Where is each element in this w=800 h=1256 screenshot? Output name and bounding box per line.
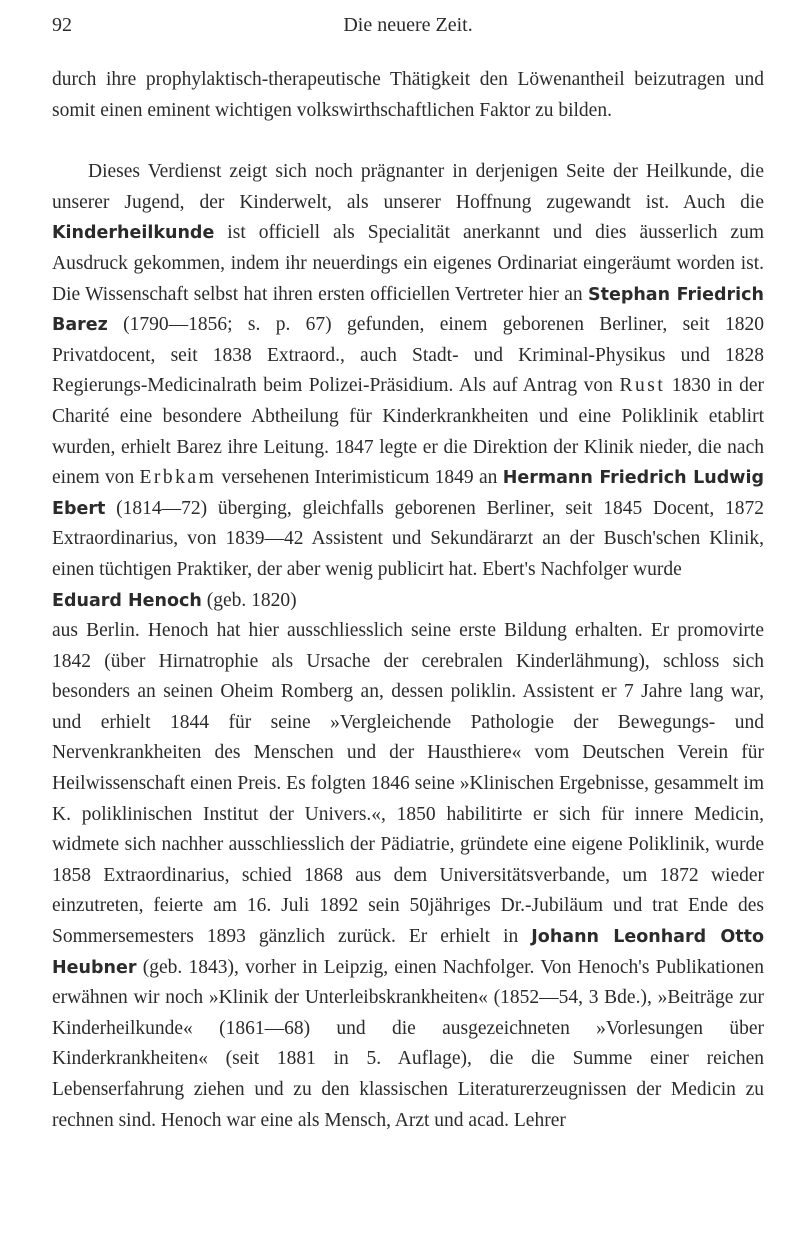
running-title: Die neuere Zeit. [343, 14, 473, 36]
paragraph-2-text-6: (1814—72) überging, gleichfalls geborenen Berliner, seit 1845 Docent, 1872 Extraordinarius, von 1839—42 Assistent und Sekundärarzt an der Busch'schen Klinik, einen tüchtigen Praktiker, der aber wenig publicirt hat. Ebert's Nachfolger wurde [52, 497, 764, 580]
paragraph-2-text-1: Dieses Verdienst zeigt sich noch prägnanter in derjenigen Seite der Heilkunde, die unserer Jugend, der Kinderwelt, als unserer Hoffnung zugewandt ist. Auch die [52, 161, 764, 213]
person-name-henoch: Eduard Henoch [52, 590, 202, 611]
paragraph-2-text-5: versehenen Interimisticum 1849 an [216, 467, 503, 489]
paragraph-spacer [52, 126, 764, 157]
henoch-birth-note: (geb. 1820) [201, 589, 297, 611]
person-name-erbkam: Erbkam [139, 467, 217, 489]
person-name-rust: Rust [619, 375, 666, 397]
page-number: 92 [52, 14, 72, 36]
paragraph-1 [52, 65, 764, 126]
paragraph-3-text-1: aus Berlin. Henoch hat hier ausschliesslich seine erste Bildung erhalten. Er promovirte 1842 (über Hirnatrophie als Ursache der cerebralen Kinderlähmung), schloss sich besonders an seinen Oheim Romberg an, dessen poliklin. Assistent er 7 Jahre lang war, und erhielt 1844 für seine »Vergleichende Pathologie der Bewegungs- und Nervenkrankheiten des Menschen und der Hausthiere« vom Deutschen Verein für Heilwissenschaft einen Preis. Es folgten 1846 seine »Klinischen Ergebnisse, gesammelt im K. poliklinischen Institut der Univers.«, 1850 habilitirte er sich für innere Medicin, widmete sich nachher ausschliesslich der Pädiatrie, gründete eine eigene Poliklinik, wurde 1858 Extraordinarius, schied 1868 aus dem Universitätsverbande, um 1872 wieder einzutreten, feierte am 16. Juli 1892 sein 50jähriges Dr.-Jubiläum und trat Ende des Sommersemesters 1893 gänzlich zurück. Er erhielt in [52, 620, 764, 948]
term-kinderheilkunde: Kinderheilkunde [52, 223, 215, 244]
person-name-barez: Stephan Friedrich Barez [52, 284, 764, 336]
page-header [52, 14, 764, 44]
paragraph-2 [52, 157, 764, 585]
henoch-heading-line [52, 586, 764, 617]
person-name-ebert: Hermann Friedrich Ludwig Ebert [52, 468, 764, 519]
body-text [52, 65, 764, 1136]
paragraph-2-text-2: ist officiell als Specialität anerkannt und dies äusserlich zum Ausdruck gekommen, indem ihr neuerdings ein eigenes Ordinariat eingeräumt worden ist. Die Wissenschaft selbst hat ihren ersten officiellen Vertreter hier an [52, 222, 764, 305]
paragraph-1-text: durch ihre prophylaktisch-therapeutische Thätigkeit den Löwenantheil beizutragen und somit einen eminent wichtigen volkswirthschaftlichen Faktor zu bilden. [52, 69, 764, 121]
paragraph-2-text-4: 1830 in der Charité eine besondere Abtheilung für Kinderkrankheiten und eine Poliklinik etablirt wurden, erhielt Barez ihre Leitung. 1847 legte er die Direktion der Klinik nieder, die nach einem von [52, 375, 764, 489]
person-name-heubner: Johann Leonhard Otto Heubner [52, 927, 764, 978]
paragraph-3-text-2: (geb. 1843), vorher in Leipzig, einen Nachfolger. Von Henoch's Publikationen erwähnen wir noch »Klinik der Unterleibskrankheiten« (1852—54, 3 Bde.), »Beiträge zur Kinderheilkunde« (1861—68) und die ausgezeichneten »Vorlesungen über Kinderkrankheiten« (seit 1881 in 5. Auflage), die die Summe einer reichen Lebenserfahrung ziehen und zu den klassischen Literaturerzeugnissen der Medicin zu rechnen sind. Henoch war eine als Mensch, Arzt und acad. Lehrer [52, 956, 764, 1131]
paragraph-2-text-3: (1790—1856; s. p. 67) gefunden, einem geborenen Berliner, seit 1820 Privatdocent, seit 1838 Extraord., auch Stadt- und Kriminal-Physikus und 1828 Regierungs-Medicinalrath beim Polizei-Präsidium. Als auf Antrag von [52, 314, 764, 397]
paragraph-3 [52, 616, 764, 1136]
